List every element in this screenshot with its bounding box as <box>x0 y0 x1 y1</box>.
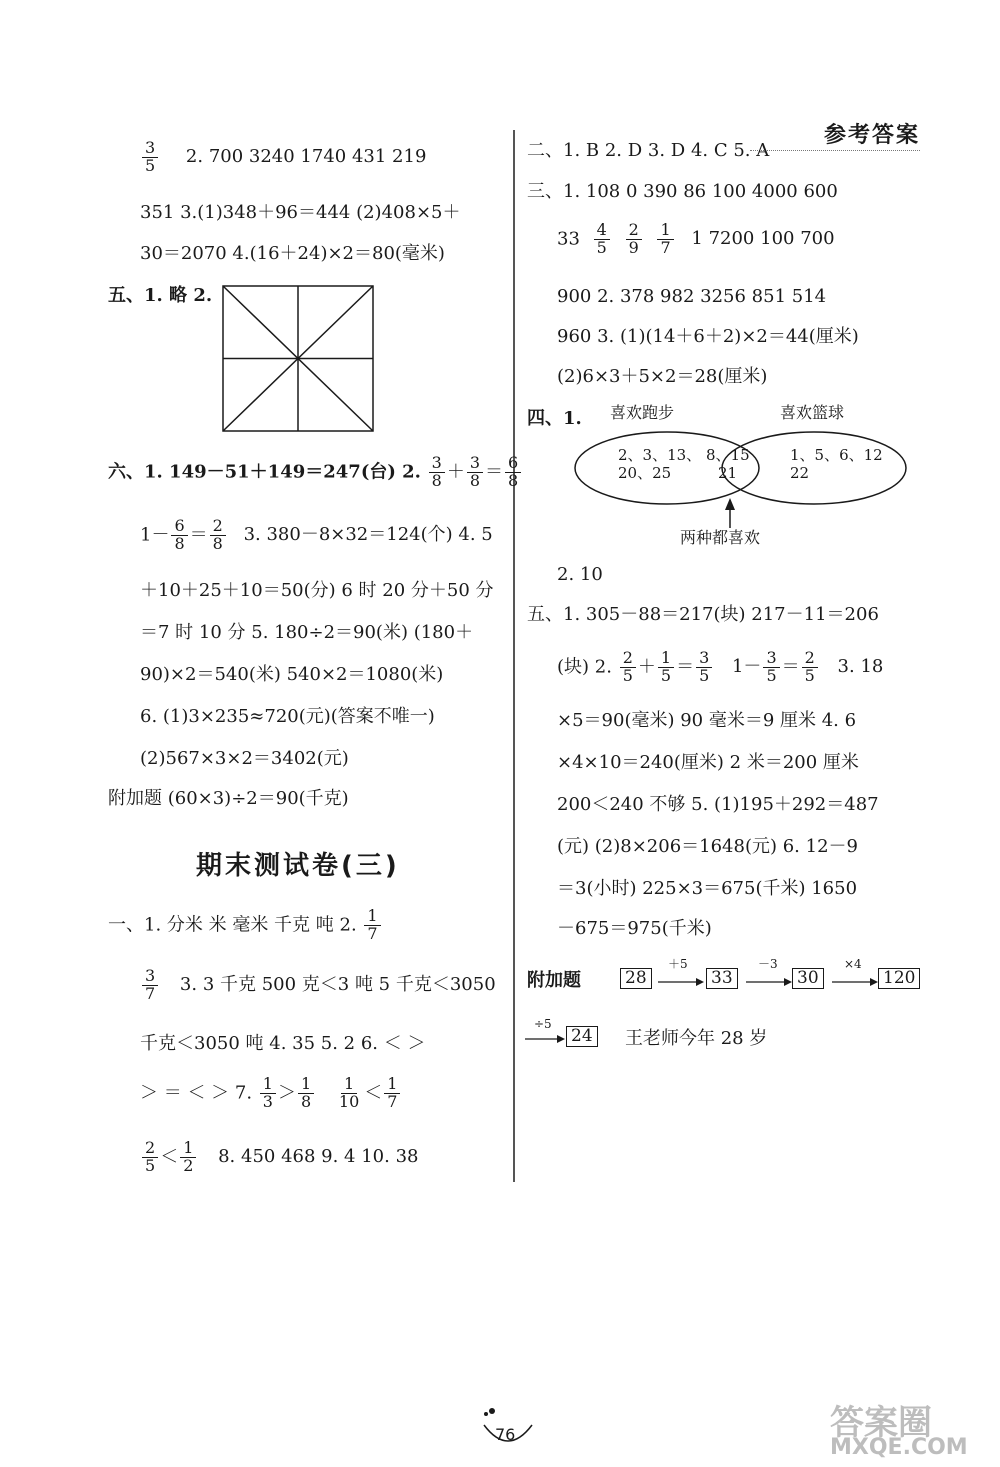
test-line-2 <box>140 968 496 1003</box>
venn-bottom-label: 两种都喜欢 <box>680 528 761 547</box>
right-line-1: 二、1. B 2. D 3. D 4. C 5. A <box>527 140 770 161</box>
fraction: $\frac{2}{8}$ <box>210 518 226 553</box>
fraction: $\frac{6}{8}$ <box>171 518 187 553</box>
venn-intersection-values-2: 21 <box>718 464 738 482</box>
fraction: $\frac{3}{5}$ <box>696 650 712 685</box>
section-6-line-2: 1－ $\frac{6}{8}$ ＝ $\frac{2}{8}$ 3. 380－8×32＝124(个) 4. 5 <box>140 516 493 553</box>
chain-answer: 王老师今年 28 岁 <box>625 1028 768 1049</box>
answer-text: 1－ <box>140 524 170 546</box>
right-line-7: 2. 10 <box>557 564 603 585</box>
venn-right-values-1: 1、5、6、12 <box>790 446 883 464</box>
section-5-label: 五、1. 略 2. <box>108 285 213 306</box>
chain-box-5: 24 <box>566 1026 598 1047</box>
fraction: $\frac{2}{5}$ <box>802 650 818 685</box>
fraction: $\frac{2}{9}$ <box>626 222 642 257</box>
right-line-8: 五、1. 305－88＝217(块) 217－11＝206 <box>527 604 879 625</box>
right-line-5: 960 3. (1)(14＋6＋2)×2＝44(厘米) <box>557 326 859 347</box>
chain-box-4: 120 <box>878 968 920 989</box>
venn-left-values-2: 20、25 <box>618 464 672 482</box>
chain-box-2: 33 <box>706 968 738 989</box>
fraction: $\frac{1}{7}$ <box>657 222 673 257</box>
answer-text: ＞ ＝ ＜ ＞ 7. <box>140 1082 253 1104</box>
right-line-14: ＝3(小时) 225×3＝675(千米) 1650 <box>557 878 858 899</box>
left-line-2: 351 3.(1)348＋96＝444 (2)408×5＋ <box>140 202 461 223</box>
bonus-question: 附加题 (60×3)÷2＝90(千克) <box>108 788 349 809</box>
section-6-line-6: 6. (1)3×235≈720(元)(答案不唯一) <box>140 706 435 727</box>
fraction: $\frac{4}{5}$ <box>594 222 610 257</box>
header-rule <box>750 150 920 151</box>
answer-text: 1 7200 100 700 <box>691 228 835 250</box>
square-symmetry-figure <box>222 285 374 432</box>
venn-intersection-values-1: 8、15 <box>706 446 750 464</box>
section-6-line-5: 90)×2＝540(米) 540×2＝1080(米) <box>140 664 444 685</box>
right-line-15: －675＝975(千米) <box>557 918 712 939</box>
arrow-icon <box>832 977 878 987</box>
right-line-9: (块) 2. $\frac{2}{5}$ ＋ $\frac{1}{5}$ ＝ $\frac{3}{5}$ 1－ $\frac{3}{5}$ ＝ $\frac{2}{5}$ 3. 18 <box>557 648 884 685</box>
watermark-logo: 答案圈 <box>830 1403 932 1443</box>
fraction: $\frac{1}{3}$ <box>260 1076 276 1111</box>
chain-op-2: －3 <box>758 957 778 971</box>
arrow-icon <box>525 1034 565 1044</box>
venn-right-values-2: 22 <box>790 464 810 482</box>
watermark-url: MXQE.COM <box>830 1435 968 1460</box>
right-line-3 <box>557 222 835 257</box>
fraction: $\frac{6}{8}$ <box>505 455 521 490</box>
venn-right-label: 喜欢篮球 <box>780 403 845 422</box>
chain-op-1: ＋5 <box>668 957 688 971</box>
answer-text: 1－ <box>731 656 762 678</box>
right-line-2: 三、1. 108 0 390 86 100 4000 600 <box>527 181 838 202</box>
fraction: $\frac{1}{5}$ <box>658 650 674 685</box>
answer-text: 8. 450 468 9. 4 10. 38 <box>218 1146 419 1168</box>
chain-op-4: ÷5 <box>534 1017 552 1031</box>
fraction: $\frac{3}{8}$ <box>429 455 445 490</box>
test-title: 期末测试卷(三) <box>196 851 400 881</box>
fraction: $\frac{2}{5}$ <box>620 650 636 685</box>
test-line-1 <box>108 908 383 943</box>
answer-text: 33 <box>557 228 580 250</box>
right-line-6: (2)6×3＋5×2＝28(厘米) <box>557 366 768 387</box>
fraction: $\frac{1}{7}$ <box>384 1076 400 1111</box>
chain-box-3: 30 <box>792 968 824 989</box>
right-bonus-label: 附加题 <box>527 970 581 991</box>
answer-text: 3. 380－8×32＝124(个) 4. 5 <box>243 524 493 546</box>
answer-text: 3. 3 千克 500 克＜3 吨 5 千克＜3050 <box>179 974 496 996</box>
answer-text: 一、1. 分米 米 毫米 千克 吨 2. <box>108 914 357 936</box>
right-line-10: ×5＝90(毫米) 90 毫米＝9 厘米 4. 6 <box>557 710 857 731</box>
right-line-4: 900 2. 378 982 3256 851 514 <box>557 286 827 307</box>
fraction: $\frac{3}{5}$ <box>142 140 158 175</box>
answer-text: (块) 2. <box>557 656 612 678</box>
section-6-line-1: 六、1. 149－51＋149＝247(台) 2. $\frac{3}{8}$ ＋ $\frac{3}{8}$ ＝ $\frac{6}{8}$ <box>108 455 523 490</box>
test-line-4: ＞ ＝ ＜ ＞ 7. $\frac{1}{3}$ ＞ $\frac{1}{8}$ $\frac{1}{10}$ ＜ $\frac{1}{7}$ <box>140 1076 402 1111</box>
left-line-3: 30＝2070 4.(16＋24)×2＝80(毫米) <box>140 243 445 264</box>
venn-diagram <box>572 428 912 540</box>
answer-text: 3. 18 <box>837 656 884 678</box>
column-divider <box>513 130 515 1182</box>
answer-text: 六、1. 149－51＋149＝247(台) 2. <box>108 461 421 483</box>
arrow-icon <box>746 977 792 987</box>
section-6-line-7: (2)567×3×2＝3402(元) <box>140 748 349 769</box>
right-line-11: ×4×10＝240(厘米) 2 米＝200 厘米 <box>557 752 859 773</box>
fraction: $\frac{1}{10}$ <box>338 1074 360 1111</box>
arrow-icon <box>658 977 704 987</box>
fraction: $\frac{1}{7}$ <box>364 908 380 943</box>
fraction: $\frac{3}{7}$ <box>142 968 158 1003</box>
fraction: $\frac{3}{8}$ <box>467 455 483 490</box>
page-number: 76 <box>495 1425 516 1444</box>
chain-op-3: ×4 <box>844 957 862 971</box>
test-line-5: $\frac{2}{5}$ ＜ $\frac{1}{2}$ 8. 450 468 9. 4 10. 38 <box>140 1140 418 1175</box>
fraction: $\frac{3}{5}$ <box>763 650 779 685</box>
venn-left-label: 喜欢跑步 <box>610 403 675 422</box>
left-line-1 <box>140 140 426 175</box>
test-line-3: 千克＜3050 吨 4. 35 5. 2 6. ＜ ＞ <box>140 1033 426 1054</box>
fraction: $\frac{1}{2}$ <box>180 1140 196 1175</box>
right-line-13: (元) (2)8×206＝1648(元) 6. 12－9 <box>557 836 858 857</box>
chain-box-1: 28 <box>620 968 652 989</box>
section-6-line-3: ＋10＋25＋10＝50(分) 6 时 20 分＋50 分 <box>140 580 494 601</box>
fraction: $\frac{2}{5}$ <box>142 1140 158 1175</box>
venn-left-values-1: 2、3、13、 <box>618 446 702 464</box>
answer-text: 2. 700 3240 1740 431 219 <box>185 146 427 168</box>
fraction: $\frac{1}{8}$ <box>298 1076 314 1111</box>
right-line-12: 200＜240 不够 5. (1)195＋292＝487 <box>557 794 879 815</box>
page-header-title: 参考答案 <box>823 123 920 148</box>
section-4-label: 四、1. <box>527 408 582 429</box>
section-6-line-4: ＝7 时 10 分 5. 180÷2＝90(米) (180＋ <box>140 622 474 643</box>
